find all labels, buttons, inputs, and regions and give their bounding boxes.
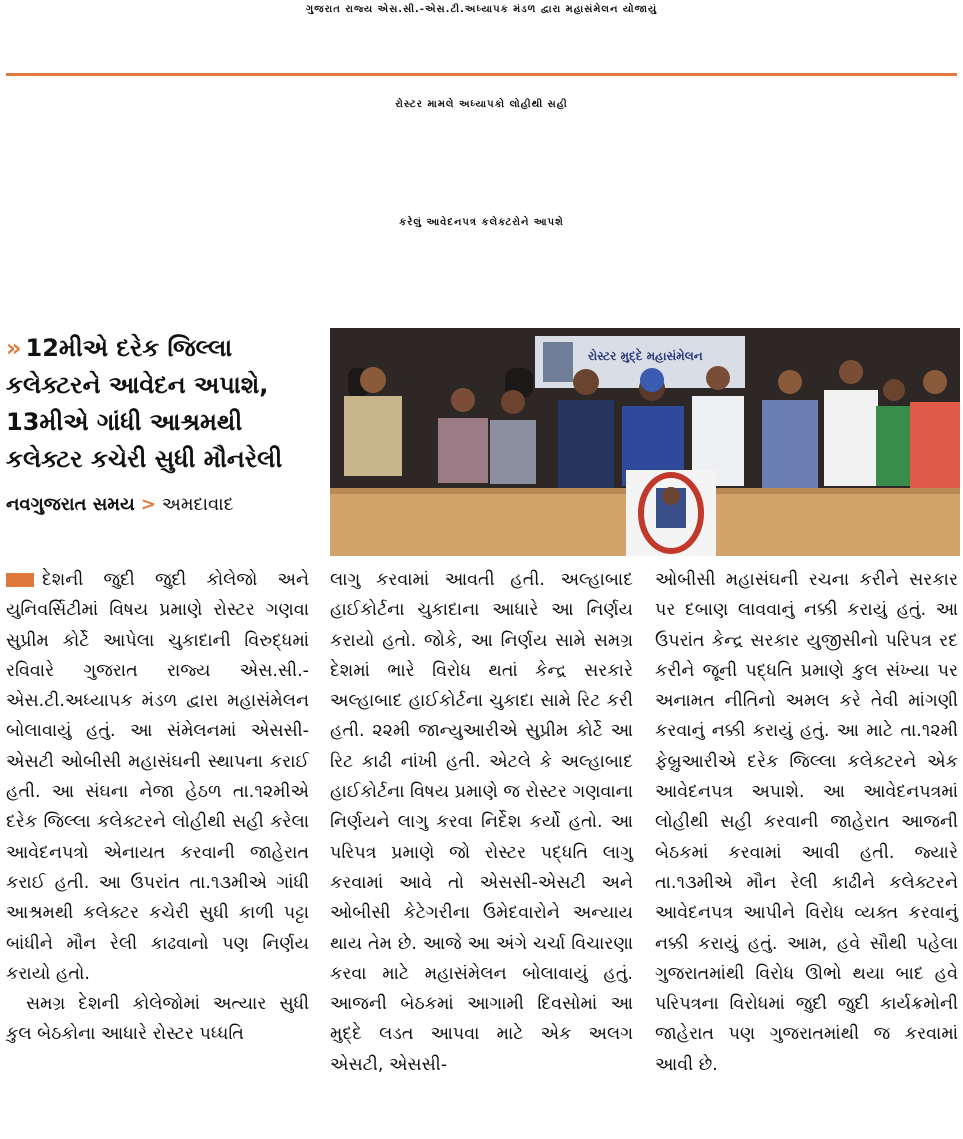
subheadline	[6, 330, 324, 478]
byline	[6, 494, 234, 515]
kicker-headline: ગુજરાત રાજ્ય એસ.સી.-એસ.ટી.અધ્યાપક મંડળ દ્વારા મહાસંમેલન યોજાયું	[305, 4, 658, 15]
body-paragraph: લાગુ કરવામાં આવતી હતી. અલ્હાબાદ હાઈકોર્ટના ચુકાદાના આધારે આ નિર્ણય કરાયો હતો. જોકે, આ નિર્ણય સામે સમગ્ર દેશમાં ભારે વિરોધ થતાં કેન્દ્ર સરકારે અલ્હાબાદ હાઈકોર્ટના ચુકાદા સામે રિટ કરી હતી. ૨૨મી જાન્યુઆરીએ સુપ્રીમ કોર્ટે આ રિટ કાઢી નાંખી હતી. એટલે કે અલ્હાબાદ હાઈકોર્ટના વિષય પ્રમાણે જ રોસ્ટર ગણવાના નિર્ણયને લાગુ કરવા નિર્દેશ કર્યો હતો. આ પરિપત્ર પ્રમાણે જો રોસ્ટર પદ્ધતિ લાગુ કરવામાં આવે તો એસસી-એસટી અને ઓબીસી કેટેગરીના ઉમેદવારોને અન્યાય થાય તેમ છે. આજે આ અંગે ચર્ચા વિચારણા કરવા માટે મહાસંમેલન બોલાવાયું હતું. આજની બેઠકમાં આગામી દિવસોમાં આ મુદ્દે લડત આપવા માટે એક અલગ એસટી, એસસી-	[330, 570, 633, 1075]
paragraph-marker	[6, 573, 34, 587]
subheadline-text: 12મીએ દરેક જિલ્લા કલેક્ટરને આવેદન અપાશે, 13મીએ ગાંધી આશ્રમથી કલેક્ટર કચેરી સુધી મૌનરેલી	[6, 334, 283, 473]
chevron-marker-icon: »	[6, 334, 22, 362]
byline-separator: >	[140, 494, 156, 515]
byline-place: અમદાવાદ	[161, 494, 234, 515]
headline-line-2: કરેલું આવેદનપત્ર કલેક્ટરોને આપશે	[399, 217, 564, 228]
kicker-rule	[6, 73, 957, 76]
byline-source: નવગુજરાત સમય	[6, 494, 135, 515]
body-paragraph: સમગ્ર દેશની કોલેજોમાં અત્યાર સુધી કુલ બેઠકોના આધારે રોસ્ટર પધ્ધતિ	[6, 994, 309, 1045]
body-column-2	[330, 565, 633, 1080]
event-photo	[330, 328, 960, 556]
body-paragraph	[6, 565, 309, 989]
body-text: દેશની જુદી જુદી કોલેજો અને યુનિવર્સિટીમાં વિષય પ્રમાણે રોસ્ટર ગણવા સુપ્રીમ કોર્ટે આપેલા ચુકાદાની વિરુદ્ધમાં રવિવારે ગુજરાત રાજ્ય એસ.સી.-એસ.ટી.અધ્યાપક મંડળ દ્વારા મહાસંમેલન બોલાવાયું હતું. આ સંમેલનમાં એસસી-એસટી ઓબીસી મહાસંઘની સ્થાપના કરાઈ હતી. આ સંઘના નેજા હેઠળ તા.૧૨મીએ દરેક જિલ્લા કલેક્ટરને લોહીથી સહી કરેલા આવેદનપત્રો એનાયત કરવાની જાહેરાત કરાઈ હતી. આ ઉપરાંત તા.૧૩મીએ ગાંધી આશ્રમથી કલેક્ટર કચેરી સુધી કાળી પટ્ટા બાંધીને મૌન રેલી કાઢવાનો પણ નિર્ણય કરાયો હતો.	[6, 570, 309, 984]
body-paragraph: ઓબીસી મહાસંઘની રચના કરીને સરકાર પર દબાણ લાવવાનું નક્કી કરાયું હતું. આ ઉપરાંત કેન્દ્ર સરકાર યુજીસીનો પરિપત્ર રદ કરીને જૂની પદ્ધતિ પ્રમાણે કુલ સંખ્યા પર અનામત નીતિનો અમલ કરે તેવી માંગણી કરવાનું નક્કી કરાયું હતું. આ માટે તા.૧૨મી ફેબ્રુઆરીએ દરેક જિલ્લા કલેક્ટરને એક આવેદનપત્ર અપાશે. આ આવેદનપત્રમાં લોહીથી સહી કરવાની જાહેરાત આજની બેઠકમાં કરવામાં આવી હતી. જ્યારે તા.૧૩મીએ મૌન રેલી કાઢીને કલેક્ટરને આવેદનપત્ર આપીને વિરોધ વ્યક્ત કરવાનું નક્કી કરાયું હતું. આમ, હવે સૌથી પહેલા ગુજરાતમાંથી વિરોધ ઊભો થયા બાદ હવે પરિપત્રના વિરોધમાં જુદી જુદી કાર્યક્રમોની જાહેરાત પણ ગુજરાતમાંથી જ કરવામાં આવી છે.	[655, 570, 958, 1075]
event-photo-illustration	[330, 328, 960, 556]
stage-banner-text: રોસ્ટર મુદ્દે મહાસંમેલન	[588, 349, 703, 363]
headline-line-1: રોસ્ટર મામલે અધ્યાપકો લોહીથી સહી	[395, 99, 568, 110]
body-column-3	[655, 565, 958, 1080]
body-column-1	[6, 565, 309, 1050]
